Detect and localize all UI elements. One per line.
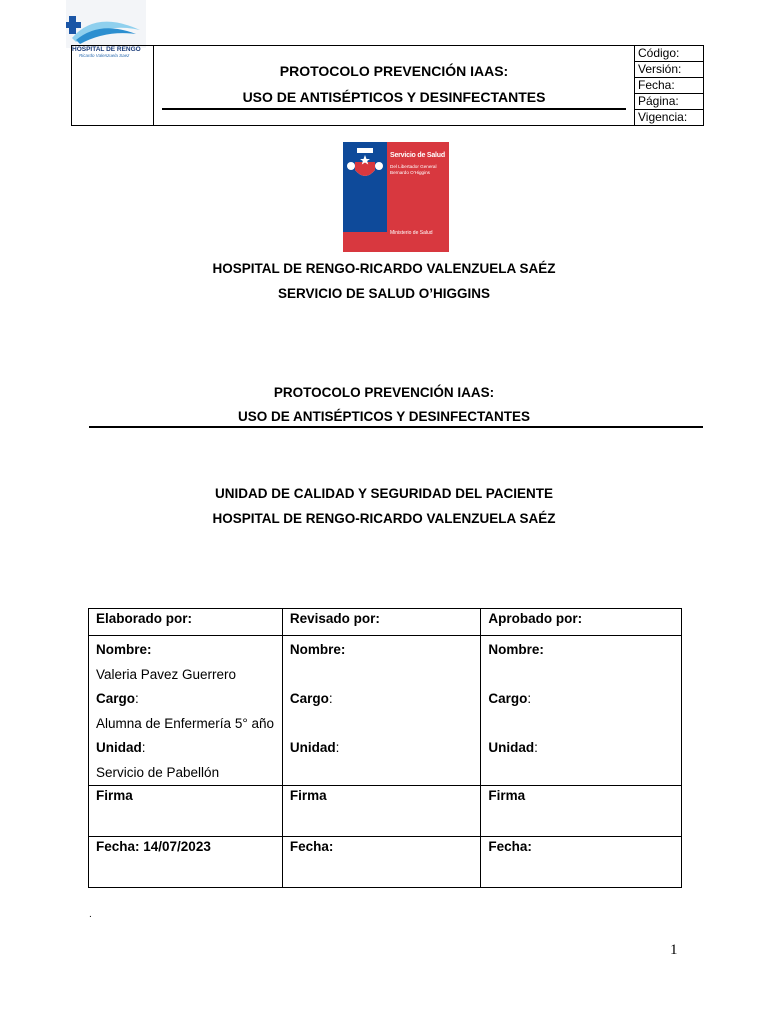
header-title-cell — [154, 46, 635, 126]
aprobado-firma: Firma — [481, 786, 682, 837]
page-number: 1 — [670, 942, 678, 958]
signature-table — [88, 608, 682, 888]
hospital-logo-name: HOSPITAL DE RENGO — [72, 46, 141, 53]
ministry-logo-red-bottom — [343, 232, 387, 252]
hospital-logo-subtitle: Ricardo Valenzuela Saez — [79, 53, 130, 58]
aprobado-fecha: Fecha: — [481, 837, 682, 888]
service-name: SERVICIO DE SALUD O’HIGGINS — [277, 286, 491, 301]
ministry-logo — [343, 142, 449, 252]
ministry-logo-ministry: Ministerio de Salud — [390, 230, 433, 236]
elaborado-cargo-label: Cargo — [96, 691, 136, 706]
header-aprobado: Aprobado por: — [481, 609, 682, 636]
aprobado-cargo-colon: : — [527, 691, 532, 706]
elaborado-details — [89, 636, 283, 786]
aprobado-unidad-label: Unidad — [488, 740, 535, 755]
header-meta-vigencia: Vigencia: — [635, 110, 704, 126]
header-logo-cell — [72, 46, 154, 126]
revisado-cargo-colon: : — [328, 691, 333, 706]
header-revisado: Revisado por: — [282, 609, 480, 636]
revisado-unidad-label: Unidad — [289, 740, 336, 755]
header-meta-codigo: Código: — [635, 46, 704, 62]
hospital-logo-graphic — [66, 0, 146, 48]
ministry-logo-subtitle: Del Libertador General Bernardo O'Higgins — [390, 164, 437, 175]
elaborado-nombre-value: Valeria Pavez Guerrero — [96, 666, 237, 682]
elaborado-unidad-label: Unidad — [96, 740, 142, 755]
aprobado-details — [481, 636, 682, 786]
elaborado-firma: Firma — [89, 786, 283, 837]
chile-coat-of-arms-icon — [347, 148, 383, 186]
elaborado-cargo-value: Alumna de Enfermería 5° año — [96, 715, 274, 731]
elaborado-unidad-value: Servicio de Pabellón — [96, 764, 220, 780]
protocol-title-line2: USO DE ANTISÉPTICOS Y DESINFECTANTES — [237, 409, 531, 424]
header-meta-version: Versión: — [635, 62, 704, 78]
elaborado-fecha: Fecha: 14/07/2023 — [89, 837, 283, 888]
footer-dot: . — [89, 909, 92, 920]
elaborado-unidad-colon: : — [141, 740, 146, 755]
header-meta-fecha: Fecha: — [635, 78, 704, 94]
protocol-title-line1: PROTOCOLO PREVENCIÓN IAAS: — [273, 385, 495, 400]
protocol-title-underline — [89, 426, 703, 428]
header-title-line2: USO DE ANTISÉPTICOS Y DESINFECTANTES — [242, 88, 546, 105]
revisado-fecha: Fecha: — [282, 837, 480, 888]
aprobado-cargo-label: Cargo — [488, 691, 528, 706]
revisado-nombre-label: Nombre: — [289, 642, 346, 657]
elaborado-nombre-label: Nombre: — [96, 642, 152, 657]
header-elaborado: Elaborado por: — [89, 609, 283, 636]
aprobado-unidad-colon: : — [534, 740, 538, 755]
document-header-table — [71, 45, 704, 126]
header-title-line1: PROTOCOLO PREVENCIÓN IAAS: — [279, 62, 509, 79]
revisado-details — [282, 636, 480, 786]
unit-line1: UNIDAD DE CALIDAD Y SEGURIDAD DEL PACIENTE — [214, 486, 554, 501]
header-title-underline — [162, 108, 626, 110]
aprobado-nombre-label: Nombre: — [488, 642, 544, 657]
elaborado-cargo-colon: : — [135, 691, 139, 706]
revisado-cargo-label: Cargo — [289, 691, 329, 706]
ministry-logo-title: Servicio de Salud — [390, 152, 445, 159]
revisado-firma: Firma — [282, 786, 480, 837]
unit-line2: HOSPITAL DE RENGO-RICARDO VALENZUELA SAÉZ — [212, 511, 556, 526]
header-meta-pagina: Página: — [635, 94, 704, 110]
hospital-name: HOSPITAL DE RENGO-RICARDO VALENZUELA SAÉZ — [212, 261, 556, 276]
revisado-unidad-colon: : — [335, 740, 340, 755]
